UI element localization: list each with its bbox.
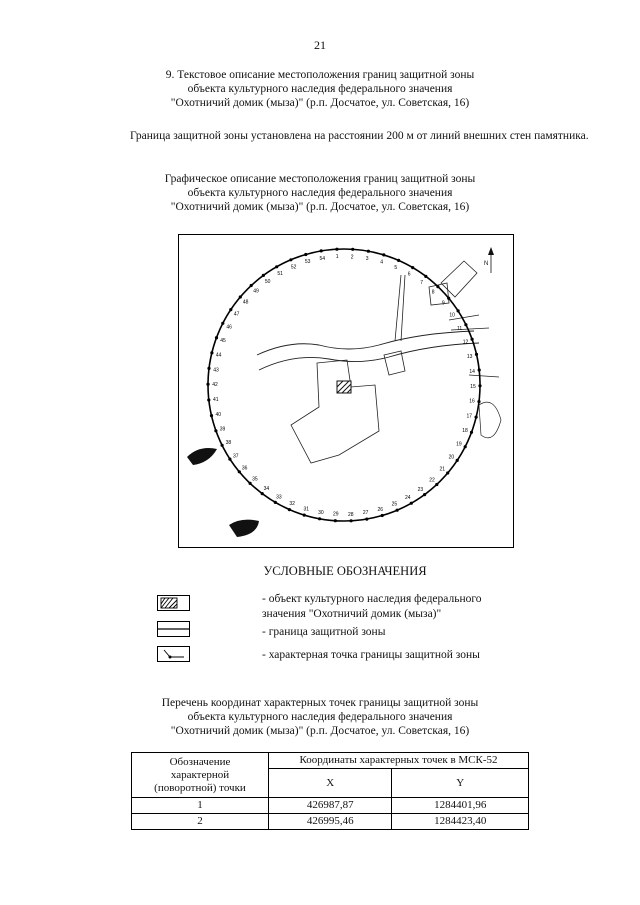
boundary-point [238,470,241,473]
boundary-point-label: 23 [417,486,424,493]
boundary-point-label: 14 [469,368,475,375]
coordinates-table [131,752,529,830]
boundary-point-label: 45 [220,338,226,345]
boundary-point-label: 24 [405,495,411,502]
boundary-point-label: 27 [362,510,369,517]
boundary-point-label: 29 [333,511,339,518]
boundary-point [350,519,353,522]
boundary-point [471,338,474,341]
north-arrow [484,247,494,273]
legend-heritage-line-2: значения "Охотничий домик (мыза)" [262,608,442,620]
graphic-title [0,172,640,214]
boundary-point [478,384,481,387]
header-y: Y [392,769,529,798]
zone-map-drawing [179,235,513,547]
boundary-point-label: 54 [319,255,326,262]
boundary-point [262,274,265,277]
section-title-line-1: 9. Текстовое описание местоположения границ защитной зоны [165,69,475,81]
boundary-point-label: 4 [380,259,384,266]
boundary-point-label: 52 [290,264,297,271]
boundary-point [447,297,450,300]
boundary-point-label: 10 [449,312,455,319]
boundary-point-label: 8 [431,289,435,296]
boundary-point [210,351,213,354]
cell-y: 1284401,96 [392,798,529,814]
boundary-point [475,353,478,356]
graphic-title-line-1: Графическое описание местоположения границ защитной зоны [164,173,476,185]
boundary-point-label: 15 [470,383,476,390]
boundary-point-label: 50 [264,279,271,286]
boundary-point-label: 43 [213,367,219,374]
boundary-point-label: 19 [456,441,462,448]
boundary-point [475,416,478,419]
boundary-point-label: 40 [215,412,222,418]
legend-title: УСЛОВНЫЕ ОБОЗНАЧЕНИЯ [263,564,427,578]
boundary-point-label: 39 [219,426,226,433]
point-symbol [158,647,189,661]
boundary-point [210,414,213,417]
boundary-point [382,253,385,256]
boundary-point-label: 38 [225,440,232,447]
legend-heritage-text [262,592,482,622]
boundary-point [456,459,459,462]
boundary-point [381,514,384,517]
legend-point-swatch [157,646,190,662]
boundary-point-label: 3 [365,256,369,263]
boundary-point-label: 20 [448,454,455,461]
boundary-point [206,383,209,386]
boundary-point-label: 17 [466,413,473,420]
boundary-point-label: 34 [263,486,270,492]
hatch-pattern [158,596,189,610]
boundary-point-label: 22 [429,477,435,484]
boundary-point [221,322,224,325]
boundary-point-label: 41 [213,397,219,404]
building-outline [384,351,405,375]
boundary-point [214,429,217,432]
boundary-point [239,295,242,298]
coordinate-list-title-line-3: "Охотничий домик (мыза)" (р.п. Досчатое, ул. Советская, 16) [170,725,470,737]
graphic-title-line-3: "Охотничий домик (мыза)" (р.п. Досчатое, ул. Советская, 16) [170,201,470,213]
boundary-point-label: 9 [441,300,445,307]
boundary-point [221,444,224,447]
cell-point: 2 [132,814,269,830]
boundary-point [396,509,399,512]
boundary-point [411,266,414,269]
boundary-point-label: 13 [466,354,473,360]
lane-line [395,275,405,341]
table-row [132,798,529,814]
boundary-point-label: 35 [252,476,258,483]
dark-patch-west [187,448,217,465]
boundary-point-label: 1 [335,254,339,261]
boundary-point-label: 6 [407,271,411,278]
boundary-point-label: 7 [420,280,423,286]
boundary-point [289,258,292,261]
parcel-outline [291,360,379,463]
boundary-point [304,253,307,256]
header-x: X [269,769,392,798]
coordinate-list-title [0,696,640,738]
boundary-point [397,259,400,262]
boundary-point [274,501,277,504]
legend-point-text: - характерная точка границы защитной зоны [262,649,480,661]
boundary-point [334,519,337,522]
north-label: N [484,261,489,267]
section-title-line-2: объекта культурного наследия федерального значения [187,83,453,95]
boundary-point [470,431,473,434]
pond-outline [479,402,501,438]
table-row [132,814,529,830]
boundary-point [478,368,481,371]
building-outline-ne [441,261,477,297]
boundary-point-label: 18 [462,427,468,434]
boundary-point-label: 5 [394,264,398,271]
boundary-point [207,398,210,401]
road-line-1 [257,331,474,355]
boundary-point [318,517,321,520]
boundary-point-label: 31 [303,506,310,513]
boundary-point-label: 49 [253,288,259,295]
boundary-point-label: 42 [212,382,218,389]
boundary-point [250,284,253,287]
boundary-point-label: 46 [226,324,232,331]
coordinate-list-title-line-2: объекта культурного наследия федерального значения [187,711,453,723]
boundary-point [464,323,467,326]
graphic-title-line-2: объекта культурного наследия федерального значения [187,187,453,199]
coordinate-list-title-line-1: Перечень координат характерных точек границы защитной зоны [161,697,479,709]
boundary-point [457,309,460,312]
cell-x: 426995,46 [269,814,392,830]
header-point-designation [132,753,269,798]
boundary-point [477,400,480,403]
cell-point: 1 [132,798,269,814]
cell-y: 1284423,40 [392,814,529,830]
zone-map [178,234,514,548]
boundary-point-label: 51 [277,270,283,277]
boundary-point [207,367,210,370]
boundary-point-label: 2 [350,254,354,261]
page-number: 21 [314,38,326,52]
boundary-point [367,250,370,253]
boundary-point-label: 32 [289,501,295,508]
legend-boundary-swatch [157,621,190,637]
boundary-point [229,308,232,311]
boundary-line-sample [158,622,189,636]
boundary-point-label: 53 [304,259,311,266]
boundary-point-label: 11 [456,325,463,332]
boundary-point [303,514,306,517]
header-point-line-3: (поворотной) точки [154,781,246,794]
boundary-point [351,248,354,251]
legend-heritage-swatch [157,595,190,611]
boundary-point-label: 37 [233,453,239,460]
boundary-point [261,492,264,495]
legend-boundary-text: - граница защитной зоны [262,626,386,638]
boundary-point-label: 28 [348,511,354,518]
boundary-point [335,248,338,251]
boundary-point [423,493,426,496]
boundary-point [275,265,278,268]
boundary-point [446,471,449,474]
cell-x: 426987,87 [269,798,392,814]
boundary-point [464,445,467,448]
boundary-paragraph-text: Граница защитной зоны установлена на расстоянии 200 м от линий внешних стен памятника. [130,130,589,142]
boundary-point-label: 26 [377,506,384,513]
boundary-point-label: 21 [439,466,446,473]
boundary-point-label: 12 [462,339,469,346]
boundary-point [320,249,323,252]
heritage-object-marker [337,381,351,393]
dark-patch-southwest [229,520,259,537]
boundary-point-label: 16 [469,398,475,405]
header-point-line-2: характерной [170,768,230,781]
boundary-point [436,285,439,288]
boundary-point-label: 44 [215,352,222,359]
section-title-line-3: "Охотничий домик (мыза)" (р.п. Досчатое, ул. Советская, 16) [170,97,470,109]
boundary-point-label: 30 [318,509,324,516]
boundary-point-label: 33 [276,494,282,501]
boundary-point [410,502,413,505]
boundary-point [288,508,291,511]
boundary-paragraph [84,128,594,144]
boundary-point-label: 25 [391,501,398,508]
boundary-point-label: 48 [242,299,249,306]
legend-heritage-line-1: - объект культурного наследия федерального [262,593,482,605]
boundary-point-label: 47 [233,311,240,318]
boundary-point [365,518,368,521]
header-coordinates-group: Координаты характерных точек в МСК-52 [269,753,529,769]
boundary-point [215,336,218,339]
boundary-point [228,458,231,461]
boundary-point [424,275,427,278]
header-point-line-1: Обозначение [169,755,231,768]
section-title [0,68,640,110]
boundary-point [435,483,438,486]
boundary-point-label: 36 [241,465,248,472]
